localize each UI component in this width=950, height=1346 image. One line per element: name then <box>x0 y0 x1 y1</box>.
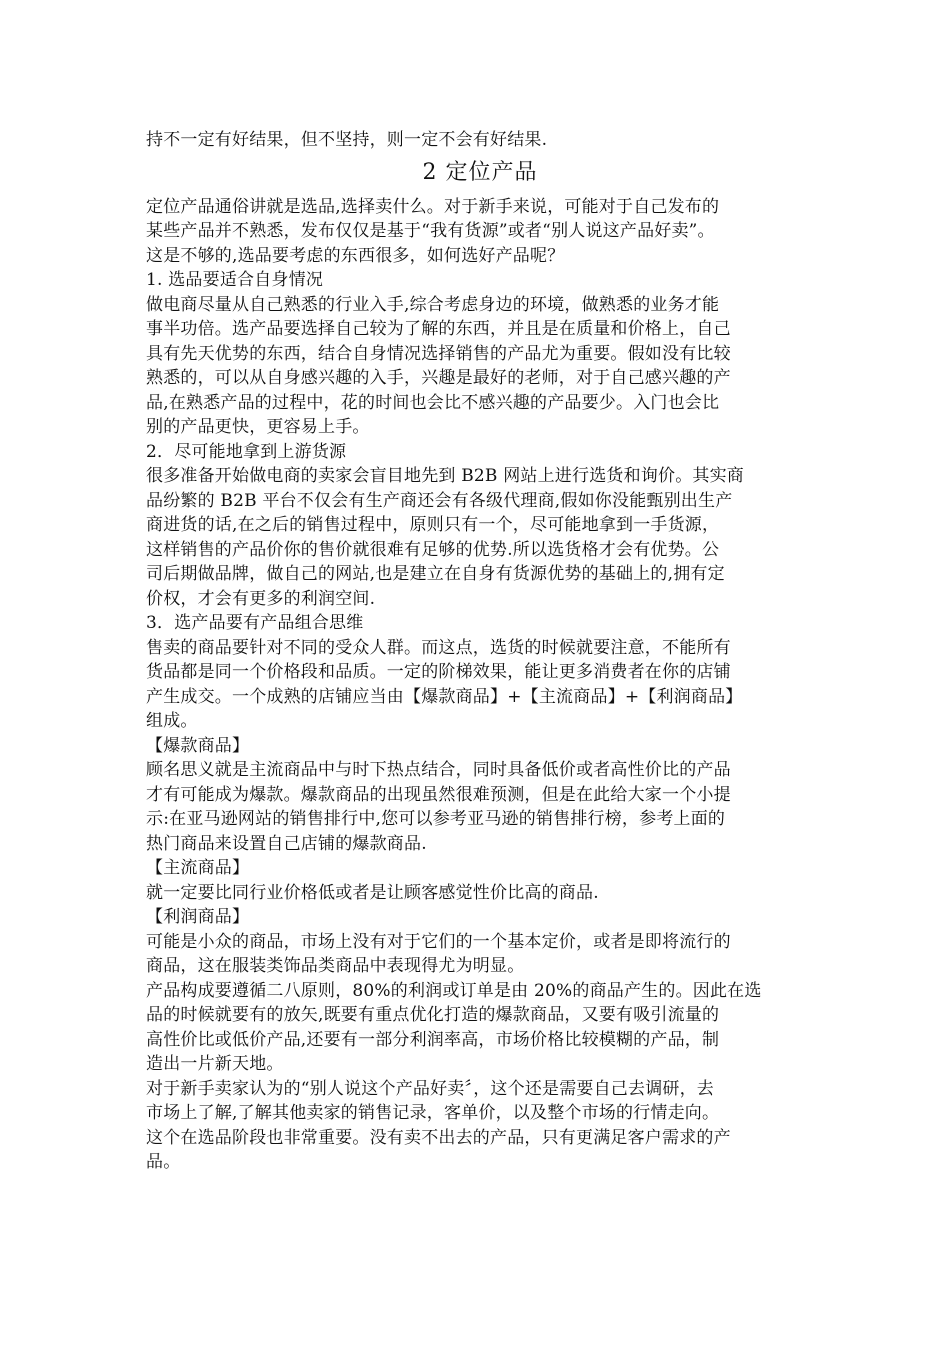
document-page <box>146 128 814 1175</box>
text-line: 1. 选品要适合自身情况 <box>146 270 324 290</box>
preceding-paragraph <box>146 128 814 153</box>
text-line: 这个在选品阶段也非常重要。没有卖不出去的产品，只有更满足客户需求的产 <box>146 1127 731 1148</box>
text-line: 事半功倍。选产品要选择自己较为了解的东西，并且是在质量和价格上，自己 <box>146 319 731 339</box>
text-line: 售卖的商品要针对不同的受众人群。而这点，选货的时候就要注意，不能所有 <box>146 637 731 658</box>
text-line: 就一定要比同行业价格低或者是让顾客感觉性价比高的商品. <box>146 882 599 903</box>
text-line: 品,在熟悉产品的过程中，花的时间也会比不感兴趣的产品要少。入门也会比 <box>146 392 720 413</box>
text-line: 很多准备开始做电商的卖家会盲目地先到 B2B 网站上进行选货和询价。其实商 <box>146 466 745 486</box>
text-line: 可能是小众的商品，市场上没有对于它们的一个基本定价，或者是即将流行的 <box>146 931 731 952</box>
text-line: 某些产品并不熟悉，发布仅仅是基于“我有货源”或者“别人说这产品好卖”。 <box>146 221 715 241</box>
text-line: 品。 <box>146 1152 181 1172</box>
text-line: 热门商品来设置自己店铺的爆款商品. <box>146 833 427 854</box>
text-line: 造出一片新天地。 <box>146 1054 284 1074</box>
text-line: 组成。 <box>146 711 198 731</box>
text-line: 【爆款商品】 <box>146 735 250 756</box>
text-line: 品纷繁的 B2B 平台不仅会有生产商还会有各级代理商,假如你没能甄别出生产 <box>146 490 733 511</box>
text-line: 这是不够的,选品要考虑的东西很多，如何选好产品呢？ <box>146 245 565 266</box>
text-line: 司后期做品牌，做自己的网站,也是建立在自身有货源优势的基础上的,拥有定 <box>146 564 725 584</box>
text-line: 产品构成要遵循二八原则，80%的利润或订单是由 20%的商品产生的。因此在选 <box>146 980 762 1001</box>
text-line: 2．尽可能地拿到上游货源 <box>146 441 347 462</box>
text-line: 商品，这在服装类饰品类商品中表现得尤为明显。 <box>146 956 525 976</box>
text-line: 对于新手卖家认为的“别人说这个产品好卖〞，这个还是需要自己去调研，去 <box>146 1078 714 1099</box>
text-line: 顾名思义就是主流商品中与时下热点结合，同时具备低价或者高性价比的产品 <box>146 760 731 780</box>
text-line: 商进货的话,在之后的销售过程中，原则只有一个，尽可能地拿到一手货源， <box>146 515 720 535</box>
text-line: 产生成交。一个成熟的店铺应当由【爆款商品】+【主流商品】+【利润商品】 <box>146 686 743 707</box>
text-line: 价权，才会有更多的利润空间. <box>146 588 376 609</box>
text-line: 熟悉的，可以从自身感兴趣的入手，兴趣是最好的老师，对于自己感兴趣的产 <box>146 368 731 388</box>
text-line: 持不一定有好结果，但不坚持，则一定不会有好结果. <box>146 130 548 150</box>
text-line: 【利润商品】 <box>146 907 250 927</box>
text-line: 才有可能成为爆款。爆款商品的出现虽然很难预测，但是在此给大家一个小提 <box>146 784 731 805</box>
text-line: 货品都是同一个价格段和品质。一定的阶梯效果，能让更多消费者在你的店铺 <box>146 662 731 682</box>
text-line: 品的时候就要有的放矢,既要有重点优化打造的爆款商品，又要有吸引流量的 <box>146 1005 720 1025</box>
section-title: 2 定位产品 <box>422 159 538 185</box>
text-line: 3．选产品要有产品组合思维 <box>146 613 364 633</box>
text-line: 这样销售的产品价你的售价就很难有足够的优势.所以选货格才会有优势。公 <box>146 539 720 560</box>
text-line: 示:在亚马逊网站的销售排行中,您可以参考亚马逊的销售排行榜，参考上面的 <box>146 809 726 829</box>
text-line: 别的产品更快，更容易上手。 <box>146 417 370 437</box>
text-line: 做电商尽量从自己熟悉的行业入手,综合考虑身边的环境，做熟悉的业务才能 <box>146 294 720 315</box>
text-line: 市场上了解,了解其他卖家的销售记录，客单价，以及整个市场的行情走向。 <box>146 1103 720 1123</box>
text-line: 【主流商品】 <box>146 858 250 878</box>
text-line: 高性价比或低价产品,还要有一部分利润率高，市场价格比较模糊的产品，制 <box>146 1029 720 1050</box>
text-line: 具有先天优势的东西，结合自身情况选择销售的产品尤为重要。假如没有比较 <box>146 343 731 364</box>
text-line: 定位产品通俗讲就是选品,选择卖什么。对于新手来说，可能对于自己发布的 <box>146 196 720 217</box>
section-body <box>146 195 814 1175</box>
